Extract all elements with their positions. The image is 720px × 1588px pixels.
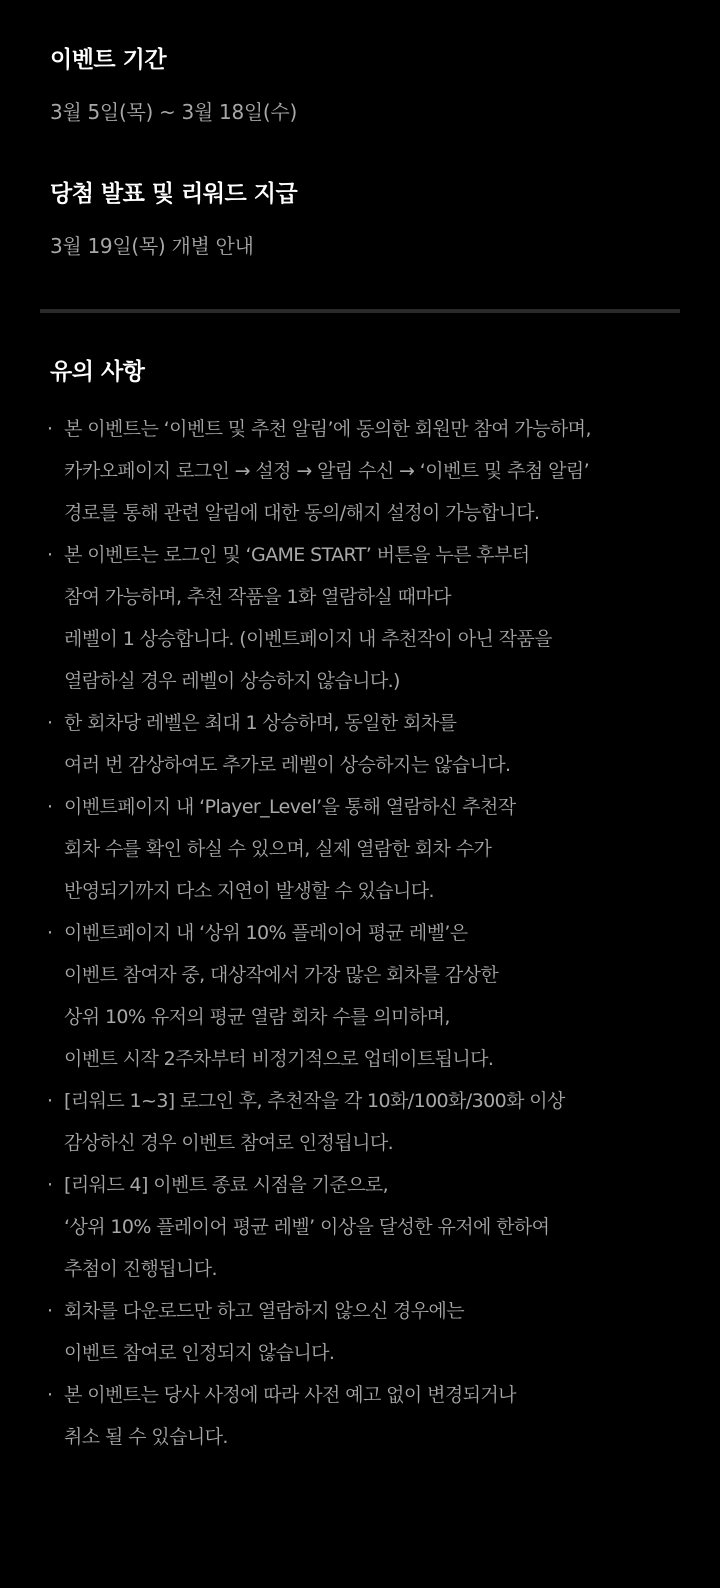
notice-item-line: 레벨이 1 상승합니다. (이벤트페이지 내 추천작이 아닌 작품을 (64, 628, 552, 650)
notice-item-line: 이벤트 참여로 인정되지 않습니다. (64, 1342, 335, 1364)
notice-item-line: 본 이벤트는 로그인 및 ‘GAME START’ 버튼을 누른 후부터 (64, 544, 530, 566)
notice-item-line: 참여 가능하며, 추천 작품을 1화 열람하실 때마다 (64, 586, 451, 608)
notice-item-line: 본 이벤트는 당사 사정에 따라 사전 예고 없이 변경되거나 (64, 1384, 516, 1406)
event-period-value: 3월 5일(목) ~ 3월 18일(수) (50, 100, 297, 124)
notice-item (45, 1374, 715, 1458)
notice-item (45, 1080, 715, 1164)
winner-announcement-value: 3월 19일(목) 개별 안내 (50, 234, 254, 258)
notice-item-line: 카카오페이지 로그인 → 설정 → 알림 수신 → ‘이벤트 및 추첨 알림’ (64, 460, 590, 482)
notice-item (45, 1290, 715, 1374)
bullet-dot: · (47, 1174, 54, 1196)
notice-item-line: 열람하실 경우 레벨이 상승하지 않습니다.) (64, 670, 400, 692)
notice-item-line: [리워드 1~3] 로그인 후, 추천작을 각 10화/100화/300화 이상 (64, 1090, 565, 1112)
notice-item-line: 한 회차당 레벨은 최대 1 상승하며, 동일한 회차를 (64, 712, 457, 734)
bullet-dot: · (47, 796, 54, 818)
notice-item (45, 786, 715, 912)
notice-list (45, 408, 715, 1458)
section-divider (40, 309, 680, 313)
notice-item (45, 534, 715, 702)
bullet-dot: · (47, 1090, 54, 1112)
notice-item-line: 취소 될 수 있습니다. (64, 1426, 228, 1448)
notice-item-line: 본 이벤트는 ‘이벤트 및 추천 알림’에 동의한 회원만 참여 가능하며, (64, 418, 591, 440)
bullet-dot: · (47, 922, 54, 944)
notice-item-line: 반영되기까지 다소 지연이 발생할 수 있습니다. (64, 880, 434, 902)
notice-title: 유의 사항 (50, 359, 145, 385)
bullet-dot: · (47, 1384, 54, 1406)
bullet-dot: · (47, 418, 54, 440)
winner-announcement-title: 당첨 발표 및 리워드 지급 (50, 181, 298, 207)
notice-item-line: 상위 10% 유저의 평균 열람 회차 수를 의미하며, (64, 1006, 450, 1028)
event-period-title: 이벤트 기간 (50, 47, 167, 73)
notice-item-line: 회차 수를 확인 하실 수 있으며, 실제 열람한 회차 수가 (64, 838, 492, 860)
notice-item (45, 408, 715, 534)
bullet-dot: · (47, 712, 54, 734)
notice-item-line: 이벤트 시작 2주차부터 비정기적으로 업데이트됩니다. (64, 1048, 494, 1070)
notice-item-line: 추첨이 진행됩니다. (64, 1258, 217, 1280)
notice-item-line: ‘상위 10% 플레이어 평균 레벨’ 이상을 달성한 유저에 한하여 (64, 1216, 550, 1238)
notice-item-line: 이벤트페이지 내 ‘상위 10% 플레이어 평균 레벨’은 (64, 922, 468, 944)
notice-item-line: 경로를 통해 관련 알림에 대한 동의/해지 설정이 가능합니다. (64, 502, 540, 524)
bullet-dot: · (47, 544, 54, 566)
notice-item-line: [리워드 4] 이벤트 종료 시점을 기준으로, (64, 1174, 389, 1196)
notice-item (45, 912, 715, 1080)
notice-item (45, 702, 715, 786)
notice-item (45, 1164, 715, 1290)
notice-item-line: 여러 번 감상하여도 추가로 레벨이 상승하지는 않습니다. (64, 754, 511, 776)
notice-item-line: 이벤트 참여자 중, 대상작에서 가장 많은 회차를 감상한 (64, 964, 499, 986)
notice-item-line: 회차를 다운로드만 하고 열람하지 않으신 경우에는 (64, 1300, 465, 1322)
bullet-dot: · (47, 1300, 54, 1322)
notice-item-line: 이벤트페이지 내 ‘Player_Level’을 통해 열람하신 추천작 (64, 796, 516, 818)
notice-item-line: 감상하신 경우 이벤트 참여로 인정됩니다. (64, 1132, 394, 1154)
